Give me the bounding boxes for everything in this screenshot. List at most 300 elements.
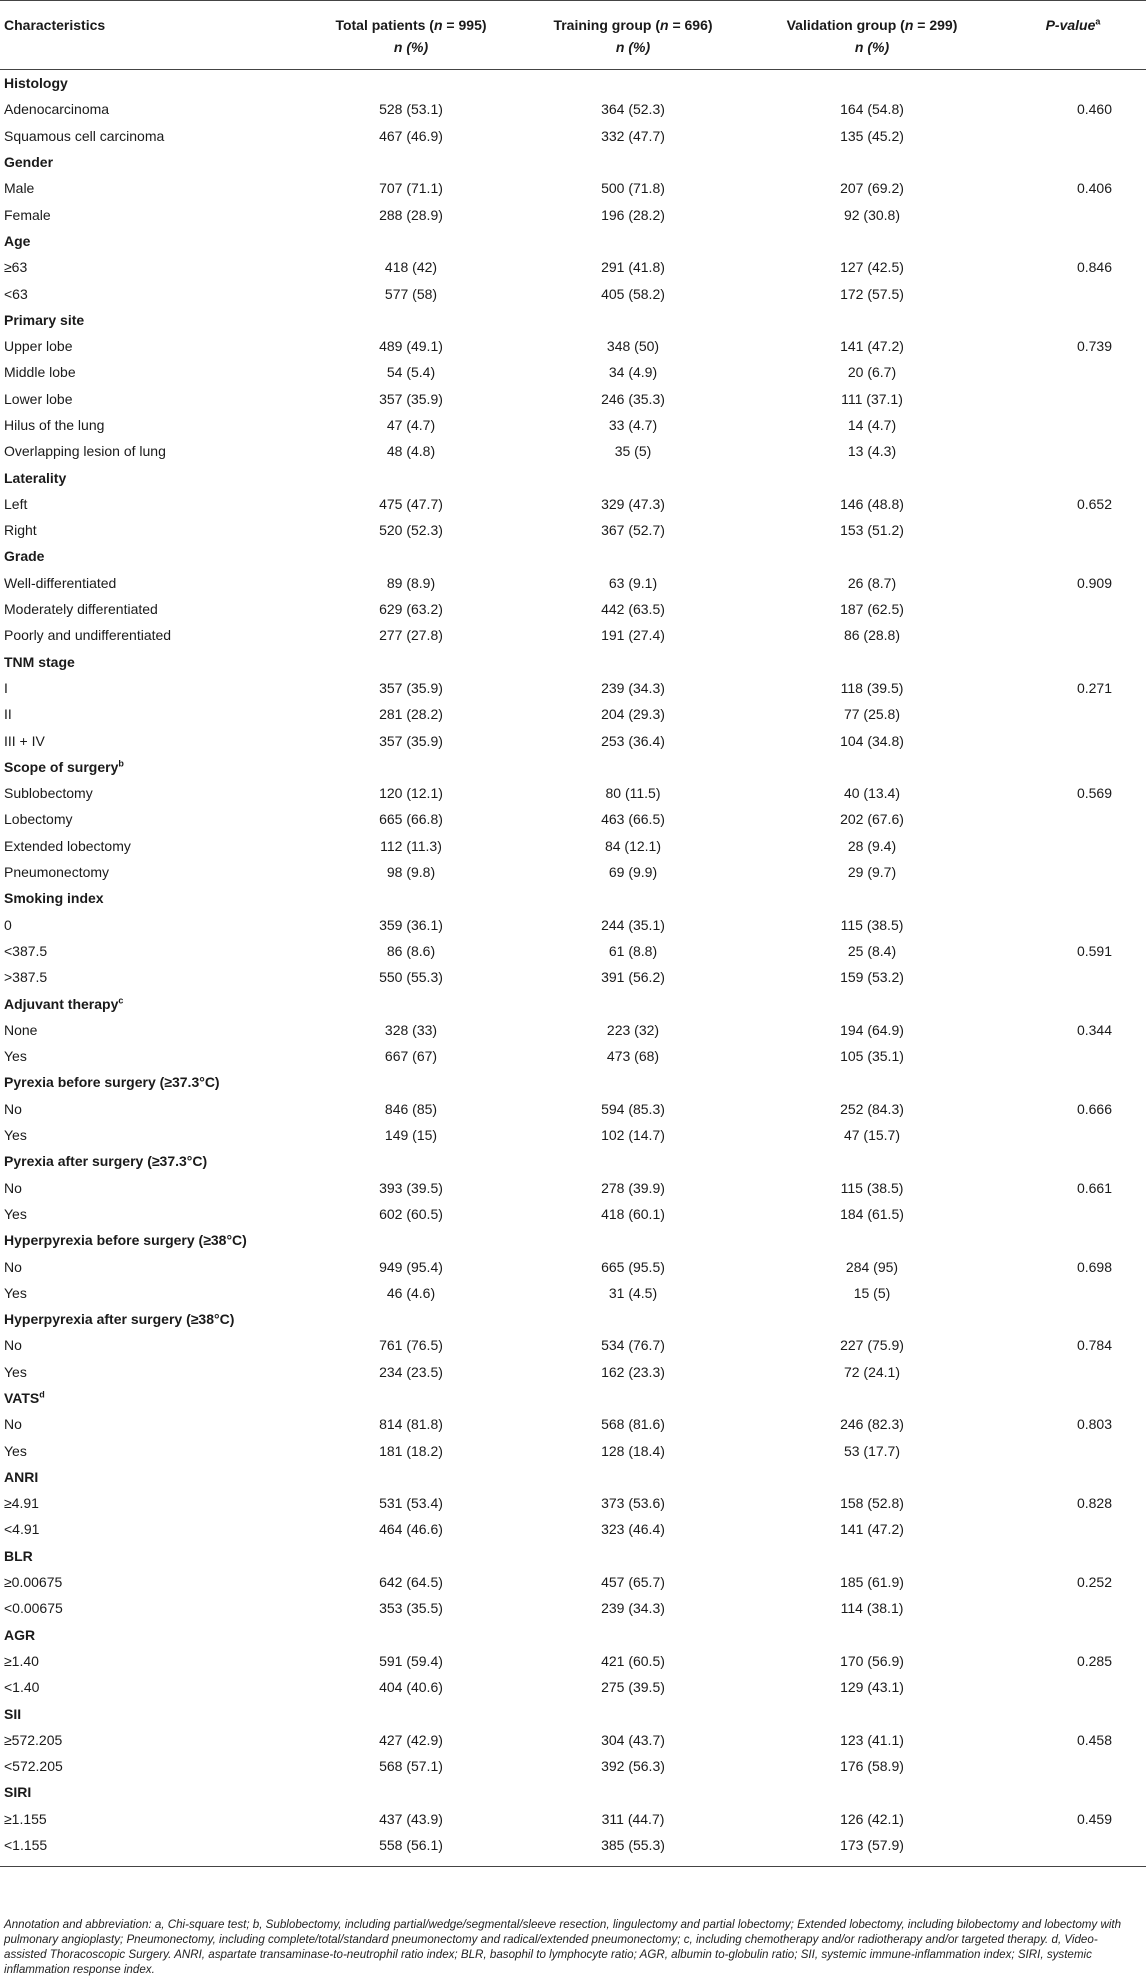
- row-label: Moderately differentiated: [4, 601, 158, 618]
- group-label: [0, 649, 300, 675]
- cell-total: 393 (39.5): [379, 1179, 443, 1196]
- group-empty-cell: [300, 307, 522, 333]
- cell-validation: 252 (84.3): [840, 1100, 904, 1117]
- table-row: [0, 1201, 1146, 1227]
- group-empty-cell: [522, 70, 744, 97]
- cell-total: 520 (52.3): [379, 522, 443, 539]
- group-empty-cell: [744, 149, 1000, 175]
- group-label: [0, 1464, 300, 1490]
- table-row: [0, 727, 1146, 753]
- group-empty-cell: [522, 1306, 744, 1332]
- cell-p-value: [1000, 1832, 1146, 1867]
- cell-training: 463 (66.5): [601, 811, 665, 828]
- row-label: ≥1.40: [4, 1652, 39, 1669]
- row-label: No: [4, 1179, 22, 1196]
- group-empty-cell: [522, 1464, 744, 1490]
- cell-p-value: [1000, 727, 1146, 753]
- group-label: [0, 149, 300, 175]
- cell-total: 814 (81.8): [379, 1416, 443, 1433]
- group-label-sup: d: [39, 1389, 45, 1400]
- group-row: [0, 1069, 1146, 1095]
- cell-training: 239 (34.3): [601, 1600, 665, 1617]
- table-header: [0, 1, 1146, 70]
- group-label: [0, 1700, 300, 1726]
- cell-validation: 13 (4.3): [847, 443, 897, 460]
- group-label-text: SII: [4, 1705, 22, 1722]
- cell-training: 304 (43.7): [601, 1731, 665, 1748]
- group-empty-cell: [1000, 464, 1146, 490]
- row-label: No: [4, 1258, 22, 1275]
- group-empty-cell: [1000, 754, 1146, 780]
- cell-p-value: 0.698: [1076, 1258, 1112, 1275]
- cell-validation: 77 (25.8): [843, 706, 901, 723]
- cell-total: 357 (35.9): [379, 732, 443, 749]
- cell-training: 594 (85.3): [601, 1100, 665, 1117]
- row-label: >387.5: [4, 969, 48, 986]
- group-label-text: Pyrexia after surgery (≥37.3°C): [4, 1153, 208, 1170]
- cell-total: 234 (23.5): [379, 1363, 443, 1380]
- group-empty-cell: [300, 1069, 522, 1095]
- group-empty-cell: [744, 1779, 1000, 1805]
- cell-p-value: [1000, 1595, 1146, 1621]
- cell-training: 61 (8.8): [608, 942, 658, 959]
- cell-training: 534 (76.7): [601, 1337, 665, 1354]
- cell-validation: 141 (47.2): [840, 338, 904, 355]
- table-row: [0, 806, 1146, 832]
- cell-training: 392 (56.3): [601, 1758, 665, 1775]
- table-row: [0, 570, 1146, 596]
- cell-training: 405 (58.2): [601, 285, 665, 302]
- cell-p-value: [1000, 701, 1146, 727]
- group-label-text: Pyrexia before surgery (≥37.3°C): [4, 1074, 220, 1091]
- cell-p-value: [1000, 1122, 1146, 1148]
- cell-total: 89 (8.9): [386, 574, 436, 591]
- group-empty-cell: [1000, 228, 1146, 254]
- group-row: [0, 1700, 1146, 1726]
- group-empty-cell: [1000, 1622, 1146, 1648]
- table-row: [0, 780, 1146, 806]
- group-empty-cell: [522, 1779, 744, 1805]
- cell-validation: 72 (24.1): [843, 1363, 901, 1380]
- cell-training: 473 (68): [606, 1048, 660, 1065]
- table-row: [0, 1017, 1146, 1043]
- group-empty-cell: [300, 1306, 522, 1332]
- header-p-sup: a: [1095, 16, 1101, 27]
- group-empty-cell: [522, 149, 744, 175]
- cell-total: 707 (71.1): [379, 180, 443, 197]
- cell-training: 84 (12.1): [604, 837, 662, 854]
- cell-total: 277 (27.8): [379, 627, 443, 644]
- group-empty-cell: [744, 70, 1000, 97]
- cell-p-value: 0.803: [1076, 1416, 1112, 1433]
- cell-validation: 227 (75.9): [840, 1337, 904, 1354]
- cell-total: 418 (42): [384, 259, 438, 276]
- cell-training: 568 (81.6): [601, 1416, 665, 1433]
- table-row: [0, 1648, 1146, 1674]
- table-row: [0, 675, 1146, 701]
- cell-total: 46 (4.6): [386, 1284, 436, 1301]
- cell-validation: 115 (38.5): [840, 916, 904, 933]
- group-label-text: Gender: [4, 154, 54, 171]
- group-empty-cell: [300, 1148, 522, 1174]
- group-label-sup: c: [118, 994, 124, 1005]
- cell-p-value: 0.252: [1076, 1574, 1112, 1591]
- row-label: Yes: [4, 1442, 27, 1459]
- cell-validation: 135 (45.2): [840, 127, 904, 144]
- cell-training: 311 (44.7): [601, 1810, 665, 1827]
- cell-validation: 246 (82.3): [840, 1416, 904, 1433]
- row-label: Lobectomy: [4, 811, 73, 828]
- group-empty-cell: [522, 1700, 744, 1726]
- cell-total: 667 (67): [384, 1048, 438, 1065]
- cell-total: 353 (35.5): [379, 1600, 443, 1617]
- cell-training: 253 (36.4): [601, 732, 665, 749]
- cell-training: 275 (39.5): [601, 1679, 665, 1696]
- group-empty-cell: [522, 1148, 744, 1174]
- table-row: [0, 1674, 1146, 1700]
- header-total-label: Total patients (: [335, 17, 434, 33]
- group-empty-cell: [1000, 307, 1146, 333]
- cell-total: 120 (12.1): [379, 785, 443, 802]
- row-label: Male: [4, 180, 35, 197]
- group-row: [0, 1148, 1146, 1174]
- cell-total: 181 (18.2): [379, 1442, 443, 1459]
- group-empty-cell: [744, 1700, 1000, 1726]
- cell-validation: 141 (47.2): [840, 1521, 904, 1538]
- row-label: Female: [4, 206, 51, 223]
- row-label: ≥572.205: [4, 1731, 63, 1748]
- header-p-label: P-value: [1045, 17, 1096, 33]
- table-body: [0, 70, 1146, 1867]
- cell-validation: 53 (17.7): [843, 1442, 901, 1459]
- group-row: [0, 149, 1146, 175]
- group-row: [0, 649, 1146, 675]
- header-total-n: n: [433, 17, 443, 33]
- cell-training: 323 (46.4): [601, 1521, 665, 1538]
- cell-training: 291 (41.8): [601, 259, 665, 276]
- cell-total: 86 (8.6): [386, 942, 436, 959]
- table-row: [0, 1832, 1146, 1867]
- header-sub-validation: n (%): [744, 35, 1000, 70]
- cell-validation: 40 (13.4): [843, 785, 901, 802]
- cell-p-value: [1000, 1359, 1146, 1385]
- cell-validation: 173 (57.9): [744, 1832, 1000, 1867]
- group-empty-cell: [522, 228, 744, 254]
- cell-training: 421 (60.5): [601, 1652, 665, 1669]
- row-label: Left: [4, 495, 28, 512]
- table-row: [0, 359, 1146, 385]
- group-empty-cell: [744, 1464, 1000, 1490]
- group-label-sup: b: [118, 758, 124, 769]
- group-empty-cell: [744, 885, 1000, 911]
- cell-training: 80 (11.5): [605, 785, 661, 802]
- cell-training: 34 (4.9): [608, 364, 658, 381]
- cell-total: 437 (43.9): [379, 1810, 443, 1827]
- cell-total: 357 (35.9): [379, 390, 443, 407]
- group-empty-cell: [1000, 649, 1146, 675]
- group-empty-cell: [300, 1700, 522, 1726]
- header-sub-training: n (%): [522, 35, 744, 70]
- row-label: ≥4.91: [4, 1495, 39, 1512]
- group-empty-cell: [522, 1069, 744, 1095]
- group-label: [0, 464, 300, 490]
- group-label: [0, 754, 300, 780]
- group-label-text: Scope of surgery: [4, 758, 119, 775]
- group-label-text: SIRI: [4, 1784, 32, 1801]
- cell-p-value: [1000, 1437, 1146, 1463]
- cell-training: 35 (5): [614, 443, 652, 460]
- group-empty-cell: [522, 543, 744, 569]
- cell-training: 191 (27.4): [601, 627, 665, 644]
- group-label-text: Grade: [4, 548, 45, 565]
- group-empty-cell: [300, 1543, 522, 1569]
- table-row: [0, 1253, 1146, 1279]
- cell-training: 31 (4.5): [608, 1284, 658, 1301]
- cell-p-value: [1000, 412, 1146, 438]
- row-label: <63: [4, 285, 28, 302]
- cell-validation: 15 (5): [853, 1284, 891, 1301]
- cell-p-value: [1000, 1280, 1146, 1306]
- group-empty-cell: [300, 1779, 522, 1805]
- cell-total: 846 (85): [384, 1100, 438, 1117]
- cell-training: 246 (35.3): [601, 390, 665, 407]
- table-row: [0, 1516, 1146, 1542]
- cell-p-value: [1000, 438, 1146, 464]
- group-empty-cell: [522, 754, 744, 780]
- group-empty-cell: [522, 885, 744, 911]
- group-empty-cell: [522, 1385, 744, 1411]
- group-row: [0, 754, 1146, 780]
- cell-p-value: [1000, 123, 1146, 149]
- header-training-rest: = 696): [668, 17, 713, 33]
- cell-training: 223 (32): [606, 1021, 660, 1038]
- group-empty-cell: [522, 307, 744, 333]
- group-empty-cell: [300, 885, 522, 911]
- cell-training: 63 (9.1): [608, 574, 658, 591]
- cell-validation: 114 (38.1): [840, 1600, 904, 1617]
- table-row: [0, 254, 1146, 280]
- group-label-text: Histology: [4, 75, 68, 92]
- cell-validation: 25 (8.4): [847, 942, 897, 959]
- cell-validation: 105 (35.1): [840, 1048, 904, 1065]
- group-empty-cell: [300, 990, 522, 1016]
- group-empty-cell: [522, 990, 744, 1016]
- cell-validation: 194 (64.9): [840, 1021, 904, 1038]
- group-label-text: AGR: [4, 1626, 36, 1643]
- cell-p-value: [1000, 964, 1146, 990]
- cell-validation: 170 (56.9): [840, 1652, 904, 1669]
- row-label: I: [4, 679, 8, 696]
- cell-total: 591 (59.4): [379, 1652, 443, 1669]
- cell-training: 102 (14.7): [601, 1127, 665, 1144]
- row-label: Yes: [4, 1127, 27, 1144]
- cell-p-value: 0.406: [1076, 180, 1112, 197]
- group-empty-cell: [300, 149, 522, 175]
- row-label: <387.5: [4, 942, 48, 959]
- cell-validation: 86 (28.8): [843, 627, 901, 644]
- table-row: [0, 701, 1146, 727]
- group-empty-cell: [744, 1543, 1000, 1569]
- cell-p-value: 0.666: [1076, 1100, 1112, 1117]
- cell-training: 500 (71.8): [601, 180, 665, 197]
- group-empty-cell: [744, 754, 1000, 780]
- group-row: [0, 464, 1146, 490]
- cell-validation: 118 (39.5): [840, 679, 904, 696]
- group-row: [0, 1779, 1146, 1805]
- table-row: [0, 438, 1146, 464]
- row-label: Hilus of the lung: [4, 417, 105, 433]
- cell-p-value: [1000, 359, 1146, 385]
- cell-p-value: 0.828: [1076, 1495, 1112, 1512]
- cell-p-value: 0.846: [1076, 259, 1112, 276]
- cell-total: 577 (58): [384, 285, 438, 302]
- cell-validation: 14 (4.7): [847, 417, 897, 433]
- cell-validation: 185 (61.9): [840, 1574, 904, 1591]
- cell-p-value: 0.591: [1076, 942, 1112, 959]
- group-empty-cell: [744, 1069, 1000, 1095]
- table-row: [0, 1595, 1146, 1621]
- row-label: Adenocarcinoma: [4, 101, 110, 118]
- cell-p-value: [1000, 622, 1146, 648]
- group-row: [0, 1306, 1146, 1332]
- group-empty-cell: [300, 1464, 522, 1490]
- cell-total: 464 (46.6): [379, 1521, 443, 1538]
- row-label: Yes: [4, 1048, 27, 1065]
- row-label: <572.205: [4, 1758, 63, 1775]
- cell-training: 418 (60.1): [601, 1205, 665, 1222]
- table-row: [0, 1096, 1146, 1122]
- cell-validation: 202 (67.6): [840, 811, 904, 828]
- cell-validation: 104 (34.8): [840, 732, 904, 749]
- row-label: <1.40: [4, 1679, 40, 1696]
- header-total-patients: [300, 1, 522, 36]
- group-label: [0, 228, 300, 254]
- cell-training: 204 (29.3): [601, 706, 665, 723]
- row-label: Yes: [4, 1205, 27, 1222]
- table-row: [0, 964, 1146, 990]
- cell-total: 98 (9.8): [386, 864, 436, 881]
- table-row: [0, 1359, 1146, 1385]
- cell-total: 47 (4.7): [386, 417, 436, 433]
- cell-training: 329 (47.3): [601, 495, 665, 512]
- table-row: [0, 1280, 1146, 1306]
- header-validation-n: n: [904, 17, 914, 33]
- group-empty-cell: [522, 649, 744, 675]
- cell-p-value: [1000, 833, 1146, 859]
- cell-p-value: 0.569: [1076, 785, 1112, 802]
- table-row: [0, 1332, 1146, 1358]
- row-label: Pneumonectomy: [4, 864, 110, 881]
- group-empty-cell: [1000, 149, 1146, 175]
- table-row: [0, 912, 1146, 938]
- group-label-text: Hyperpyrexia after surgery (≥38°C): [4, 1311, 235, 1328]
- row-label: ≥1.155: [4, 1810, 47, 1827]
- header-training-label: Training group (: [553, 17, 660, 33]
- header-sub-total: n (%): [300, 35, 522, 70]
- group-label: [0, 1622, 300, 1648]
- group-label-text: VATS: [4, 1389, 40, 1406]
- table-row: [0, 1122, 1146, 1148]
- group-label: [0, 1779, 300, 1805]
- cell-validation: 164 (54.8): [840, 101, 904, 118]
- row-label: Lower lobe: [4, 390, 73, 407]
- group-row: [0, 307, 1146, 333]
- group-label: [0, 1069, 300, 1095]
- table-row: [0, 96, 1146, 122]
- table-row: [0, 491, 1146, 517]
- group-label: [0, 1148, 300, 1174]
- group-empty-cell: [300, 70, 522, 97]
- cell-validation: 146 (48.8): [840, 495, 904, 512]
- group-row: [0, 1227, 1146, 1253]
- row-label: No: [4, 1100, 22, 1117]
- group-empty-cell: [300, 649, 522, 675]
- group-empty-cell: [1000, 1385, 1146, 1411]
- cell-total: 531 (53.4): [379, 1495, 443, 1512]
- cell-p-value: [1000, 386, 1146, 412]
- cell-total: 568 (57.1): [379, 1758, 443, 1775]
- cell-training: 128 (18.4): [601, 1442, 665, 1459]
- group-label-text: Adjuvant therapy: [4, 995, 119, 1012]
- table-row: [0, 517, 1146, 543]
- cell-training: 373 (53.6): [601, 1495, 665, 1512]
- cell-total: 665 (66.8): [379, 811, 443, 828]
- cell-training: 162 (23.3): [601, 1363, 665, 1380]
- cell-total: 629 (63.2): [379, 601, 443, 618]
- group-empty-cell: [300, 1385, 522, 1411]
- header-total-rest: = 995): [442, 17, 487, 33]
- table-row: [0, 596, 1146, 622]
- cell-validation: 26 (8.7): [847, 574, 897, 591]
- group-empty-cell: [1000, 1700, 1146, 1726]
- header-characteristics: Characteristics: [0, 1, 300, 36]
- group-label: [0, 543, 300, 569]
- cell-training: 348 (50): [606, 338, 660, 355]
- group-empty-cell: [744, 1227, 1000, 1253]
- group-label-text: BLR: [4, 1547, 33, 1564]
- cell-total: 281 (28.2): [379, 706, 443, 723]
- cell-training: 385 (55.3): [522, 1832, 744, 1867]
- group-label: [0, 885, 300, 911]
- cell-validation: 29 (9.7): [847, 864, 897, 881]
- cell-training: 442 (63.5): [601, 601, 665, 618]
- header-validation-label: Validation group (: [786, 17, 905, 33]
- group-row: [0, 543, 1146, 569]
- cell-total: 112 (11.3): [380, 837, 442, 854]
- header-subrow: [0, 35, 1146, 70]
- table-footnote: Annotation and abbreviation: a, Chi-square test; b, Sublobectomy, including partial/wedge/segmental/sleeve resection, lingulectomy and partial lobectomy; Extended lobectomy, including bilobectomy and lobectomy with pulmonary angioplasty; Pneumonectomy, including complete/total/standard pneumonectomy and radical/extended pneumonectomy; c, including chemotherapy and/or radiotherapy and/or targeted therapy. d, Video-assisted Thoracoscopic Surgery. ANRI, aspartate transaminase-to-neutrophil ratio index; BLR, basophil to lymphocyte ratio; AGR, albumin to-globulin ratio; SII, systemic immune-inflammation index; SIRI, systemic inflammation response index.: [4, 1918, 1122, 1976]
- table-row: [0, 622, 1146, 648]
- cell-training: 457 (65.7): [601, 1574, 665, 1591]
- cell-training: 69 (9.9): [608, 864, 658, 881]
- table-row: [0, 1437, 1146, 1463]
- group-empty-cell: [1000, 885, 1146, 911]
- cell-validation: 126 (42.1): [840, 1810, 904, 1827]
- group-label-text: ANRI: [4, 1468, 39, 1485]
- group-row: [0, 1464, 1146, 1490]
- cell-total: 528 (53.1): [379, 101, 443, 118]
- cell-total: 761 (76.5): [379, 1337, 443, 1354]
- cell-validation: 158 (52.8): [840, 1495, 904, 1512]
- group-empty-cell: [1000, 1543, 1146, 1569]
- row-label: ≥0.00675: [4, 1574, 63, 1591]
- cell-validation: 176 (58.9): [840, 1758, 904, 1775]
- group-empty-cell: [1000, 70, 1146, 97]
- cell-p-value: [1000, 596, 1146, 622]
- cell-p-value: [1000, 806, 1146, 832]
- group-empty-cell: [300, 754, 522, 780]
- group-empty-cell: [744, 1622, 1000, 1648]
